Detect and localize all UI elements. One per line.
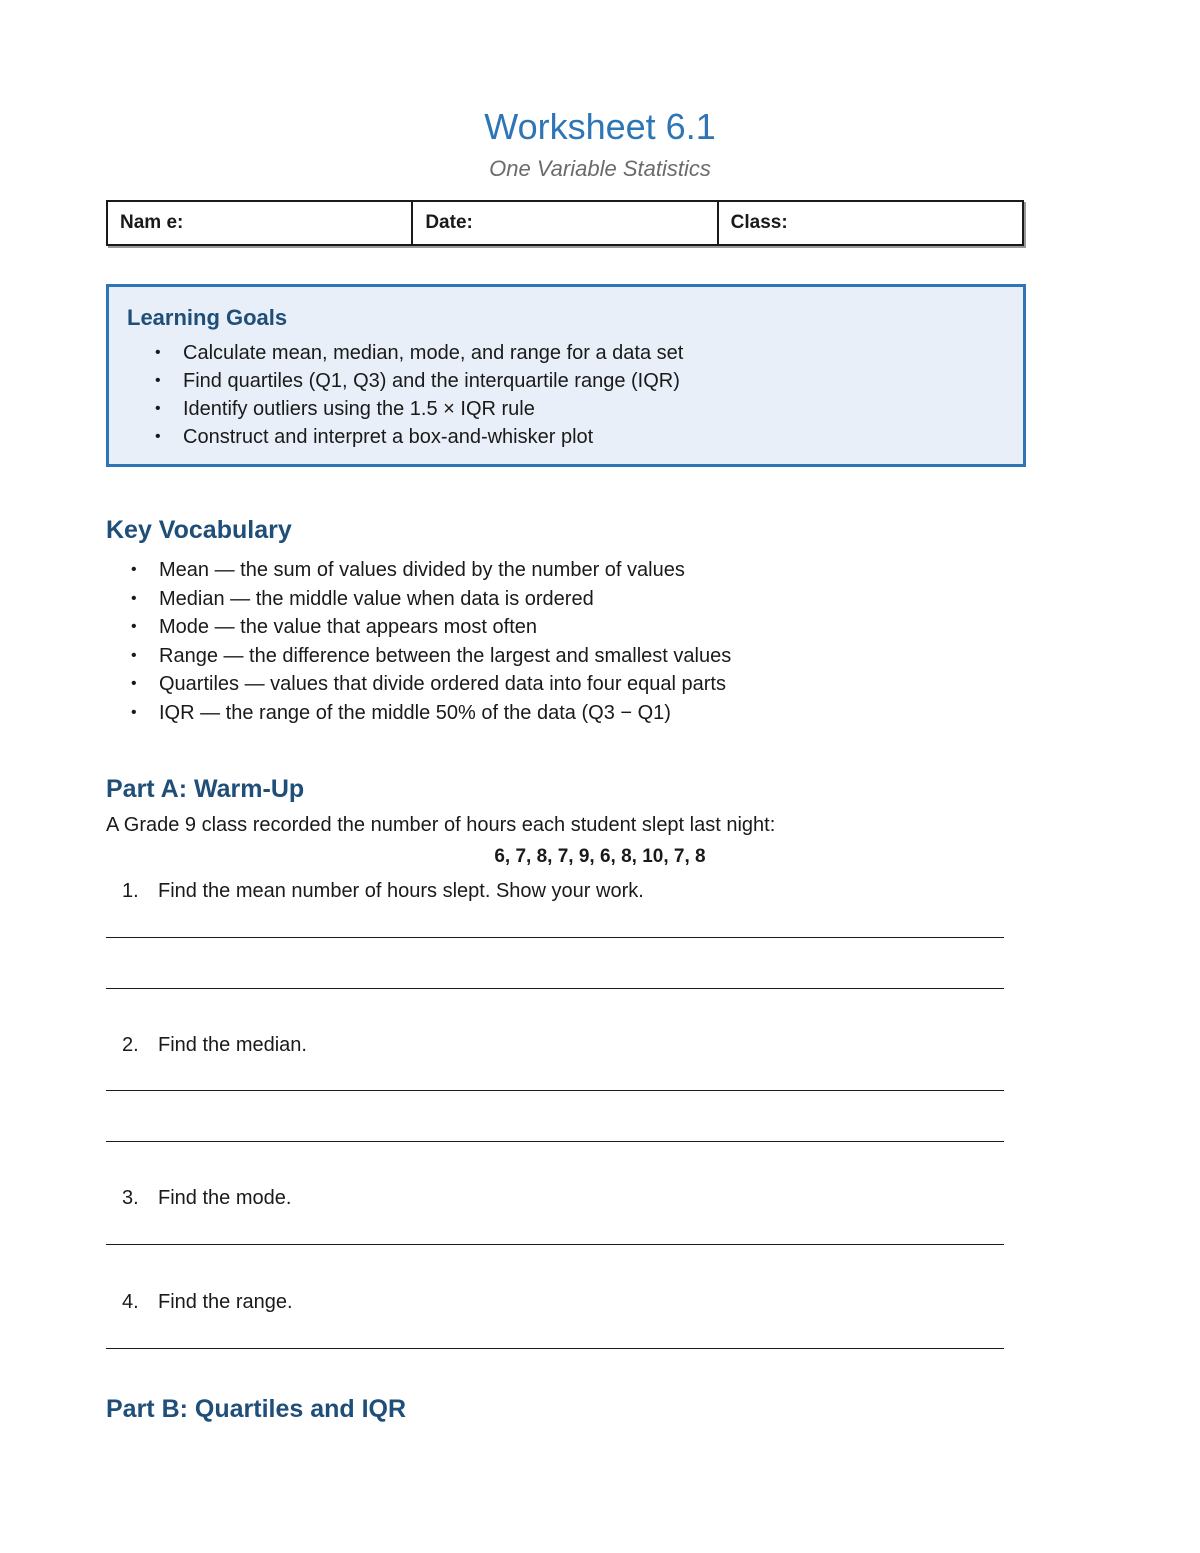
question-number: 1. bbox=[122, 880, 139, 902]
date-field[interactable]: Date: bbox=[413, 202, 718, 244]
learning-goals-title: Learning Goals bbox=[127, 305, 288, 330]
list-item: • Quartiles — values that divide ordered data into four equal parts bbox=[131, 670, 731, 699]
learning-goals-box bbox=[106, 284, 1026, 467]
data-set: 6, 7, 8, 7, 9, 6, 8, 10, 7, 8 bbox=[494, 846, 706, 867]
list-item: • Find quartiles (Q1, Q3) and the interquartile range (IQR) bbox=[155, 367, 683, 395]
question-3 bbox=[122, 1187, 291, 1210]
vocabulary-list bbox=[131, 556, 731, 727]
list-item: • Mean — the sum of values divided by the number of values bbox=[131, 556, 731, 585]
question-number: 2. bbox=[122, 1034, 139, 1056]
question-text: Find the mode. bbox=[158, 1187, 292, 1209]
list-item: • Median — the middle value when data is ordered bbox=[131, 585, 731, 614]
bullet-icon: • bbox=[155, 400, 161, 417]
list-item: • Construct and interpret a box-and-whisker plot bbox=[155, 423, 683, 451]
bullet-icon: • bbox=[155, 372, 161, 389]
part-b-heading: Part B: Quartiles and IQR bbox=[106, 1395, 407, 1423]
part-a-heading: Part A: Warm-Up bbox=[106, 775, 305, 803]
answer-line[interactable] bbox=[106, 1141, 1004, 1142]
list-item: • Range — the difference between the largest and smallest values bbox=[131, 642, 731, 671]
answer-line[interactable] bbox=[106, 988, 1004, 989]
bullet-icon: • bbox=[131, 675, 137, 692]
question-1 bbox=[122, 880, 644, 903]
key-vocabulary-heading: Key Vocabulary bbox=[106, 516, 292, 544]
bullet-icon: • bbox=[131, 561, 137, 578]
list-item: • Mode — the value that appears most often bbox=[131, 613, 731, 642]
worksheet-title: Worksheet 6.1 bbox=[484, 106, 716, 147]
question-number: 3. bbox=[122, 1187, 139, 1209]
answer-line[interactable] bbox=[106, 1348, 1004, 1349]
bullet-icon: • bbox=[131, 646, 137, 664]
worksheet-subtitle: One Variable Statistics bbox=[489, 156, 711, 181]
name-field[interactable]: Nam e: bbox=[108, 202, 413, 244]
bullet-icon: • bbox=[155, 428, 161, 445]
learning-goals-list bbox=[155, 339, 683, 451]
question-text: Find the median. bbox=[158, 1034, 307, 1056]
bullet-icon: • bbox=[131, 703, 137, 721]
list-item: • Calculate mean, median, mode, and range for a data set bbox=[155, 339, 683, 367]
bullet-icon: • bbox=[131, 589, 137, 607]
part-a-prompt: A Grade 9 class recorded the number of hours each student slept last night: bbox=[106, 814, 776, 836]
answer-line[interactable] bbox=[106, 1244, 1004, 1245]
list-item: • IQR — the range of the middle 50% of the data (Q3 − Q1) bbox=[131, 699, 731, 728]
answer-line[interactable] bbox=[106, 937, 1004, 938]
bullet-icon: • bbox=[131, 618, 137, 635]
bullet-icon: • bbox=[155, 344, 161, 361]
question-2 bbox=[122, 1034, 307, 1057]
question-4 bbox=[122, 1291, 293, 1314]
class-field[interactable]: Class: bbox=[730, 212, 788, 233]
question-number: 4. bbox=[122, 1291, 139, 1313]
student-info-table bbox=[106, 200, 1024, 246]
list-item: • Identify outliers using the 1.5 × IQR rule bbox=[155, 395, 683, 423]
question-text: Find the mean number of hours slept. Show your work. bbox=[158, 880, 644, 902]
answer-line[interactable] bbox=[106, 1090, 1004, 1091]
question-text: Find the range. bbox=[158, 1291, 293, 1313]
